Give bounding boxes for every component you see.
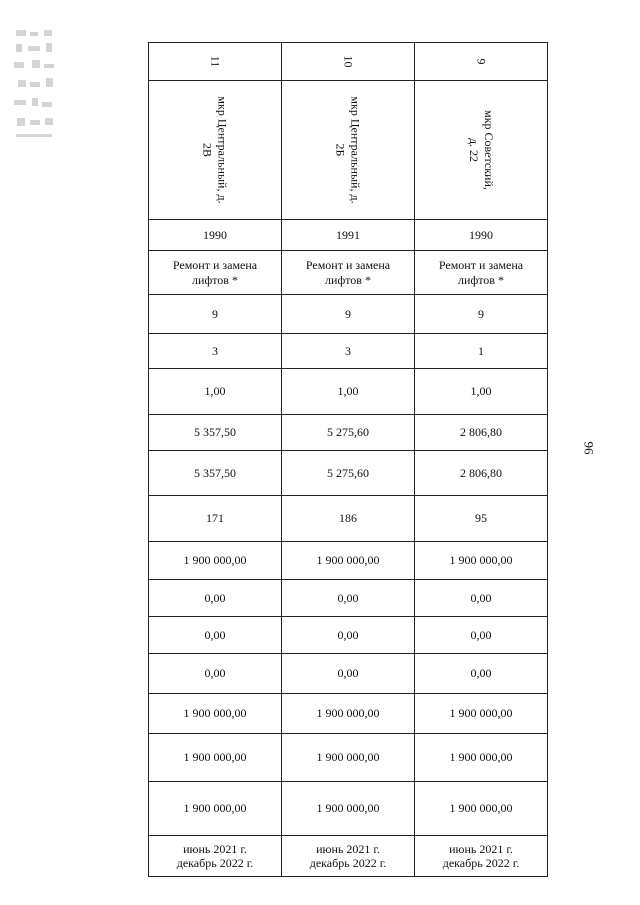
term-start: июнь 2021 г. — [316, 841, 380, 856]
cell-floors: 9 — [415, 295, 548, 334]
cell-term — [415, 836, 548, 877]
page-number: 96 — [581, 441, 597, 455]
address-line-1: мкр Центральный, д. — [215, 96, 230, 204]
cell-living-area: 5 357,50 — [149, 451, 282, 496]
cell-year: 1990 — [415, 220, 548, 251]
cell-value: 0,00 — [282, 654, 415, 694]
cell-floors: 9 — [149, 295, 282, 334]
cell-living-area: 5 275,60 — [282, 451, 415, 496]
cell-work-type — [415, 251, 548, 295]
address — [333, 96, 363, 203]
cell-cost-total: 1 900 000,00 — [149, 542, 282, 580]
cell-cost-total: 1 900 000,00 — [415, 542, 548, 580]
work-line-1: Ремонт и замена — [305, 258, 391, 273]
row-entrances — [149, 334, 548, 369]
cell-year: 1991 — [282, 220, 415, 251]
work-line-1: Ремонт и замена — [438, 258, 524, 273]
row-term — [149, 836, 548, 877]
cell-number — [149, 43, 282, 81]
row-value-5 — [149, 734, 548, 782]
cell-value: 0,00 — [415, 617, 548, 654]
cell-address — [415, 81, 548, 220]
work-line-1: Ремонт и замена — [172, 258, 258, 273]
cell-living-area: 2 806,80 — [415, 451, 548, 496]
cell-total-area: 5 275,60 — [282, 415, 415, 451]
cell-value: 1 900 000,00 — [149, 782, 282, 836]
cell-value: 0,00 — [149, 654, 282, 694]
cell-residents: 186 — [282, 496, 415, 542]
cell-work-type — [282, 251, 415, 295]
cell-coefficient: 1,00 — [282, 369, 415, 415]
term-end: декабрь 2022 г. — [442, 856, 520, 870]
row-index: 10 — [341, 55, 356, 68]
cell-number — [415, 43, 548, 81]
cell-value: 1 900 000,00 — [282, 782, 415, 836]
cell-value: 0,00 — [415, 580, 548, 617]
row-living-area — [149, 451, 548, 496]
row-value-3 — [149, 654, 548, 694]
cell-value: 0,00 — [282, 617, 415, 654]
term-start: июнь 2021 г. — [183, 841, 247, 856]
address — [466, 110, 496, 190]
work-line-2: лифтов * — [325, 272, 371, 287]
cell-value: 1 900 000,00 — [415, 694, 548, 734]
cell-value: 1 900 000,00 — [149, 694, 282, 734]
cell-work-type — [149, 251, 282, 295]
cell-address — [282, 81, 415, 220]
row-value-6 — [149, 782, 548, 836]
cell-address — [149, 81, 282, 220]
cell-value: 0,00 — [149, 580, 282, 617]
row-value-2 — [149, 617, 548, 654]
address-line-1: мкр Советский, — [482, 110, 496, 190]
row-cost-total — [149, 542, 548, 580]
cell-value: 1 900 000,00 — [415, 782, 548, 836]
work-line-2: лифтов * — [458, 272, 504, 287]
cell-residents: 171 — [149, 496, 282, 542]
cell-cost-total: 1 900 000,00 — [282, 542, 415, 580]
cell-value: 1 900 000,00 — [415, 734, 548, 782]
row-address — [149, 81, 548, 220]
housing-data-table — [148, 42, 548, 877]
cell-entrances: 1 — [415, 334, 548, 369]
row-number — [149, 43, 548, 81]
cell-residents: 95 — [415, 496, 548, 542]
cell-coefficient: 1,00 — [149, 369, 282, 415]
cell-term — [282, 836, 415, 877]
cell-value: 0,00 — [149, 617, 282, 654]
term-start: июнь 2021 г. — [449, 841, 513, 856]
cell-total-area: 2 806,80 — [415, 415, 548, 451]
row-work-type — [149, 251, 548, 295]
row-residents — [149, 496, 548, 542]
cell-floors: 9 — [282, 295, 415, 334]
cell-coefficient: 1,00 — [415, 369, 548, 415]
address-line-2: д. 22 — [467, 137, 481, 163]
address-line-2: 2В — [200, 142, 215, 158]
row-total-area — [149, 415, 548, 451]
cell-total-area: 5 357,50 — [149, 415, 282, 451]
cell-value: 0,00 — [415, 654, 548, 694]
address — [200, 96, 230, 203]
row-index: 9 — [474, 58, 489, 65]
row-floors — [149, 295, 548, 334]
cell-value: 1 900 000,00 — [282, 734, 415, 782]
cell-value: 0,00 — [282, 580, 415, 617]
row-value-1 — [149, 580, 548, 617]
cell-entrances: 3 — [282, 334, 415, 369]
term-end: декабрь 2022 г. — [176, 856, 254, 870]
cell-year: 1990 — [149, 220, 282, 251]
address-line-1: мкр Центральный, д. — [348, 96, 363, 204]
cell-number — [282, 43, 415, 81]
work-line-2: лифтов * — [192, 272, 238, 287]
scan-artifact — [14, 30, 56, 142]
cell-value: 1 900 000,00 — [282, 694, 415, 734]
cell-term — [149, 836, 282, 877]
row-coefficient — [149, 369, 548, 415]
cell-entrances: 3 — [149, 334, 282, 369]
address-line-2: 2Б — [333, 143, 348, 157]
row-value-4 — [149, 694, 548, 734]
cell-value: 1 900 000,00 — [149, 734, 282, 782]
row-index: 11 — [208, 55, 223, 68]
term-end: декабрь 2022 г. — [309, 856, 387, 870]
row-year — [149, 220, 548, 251]
